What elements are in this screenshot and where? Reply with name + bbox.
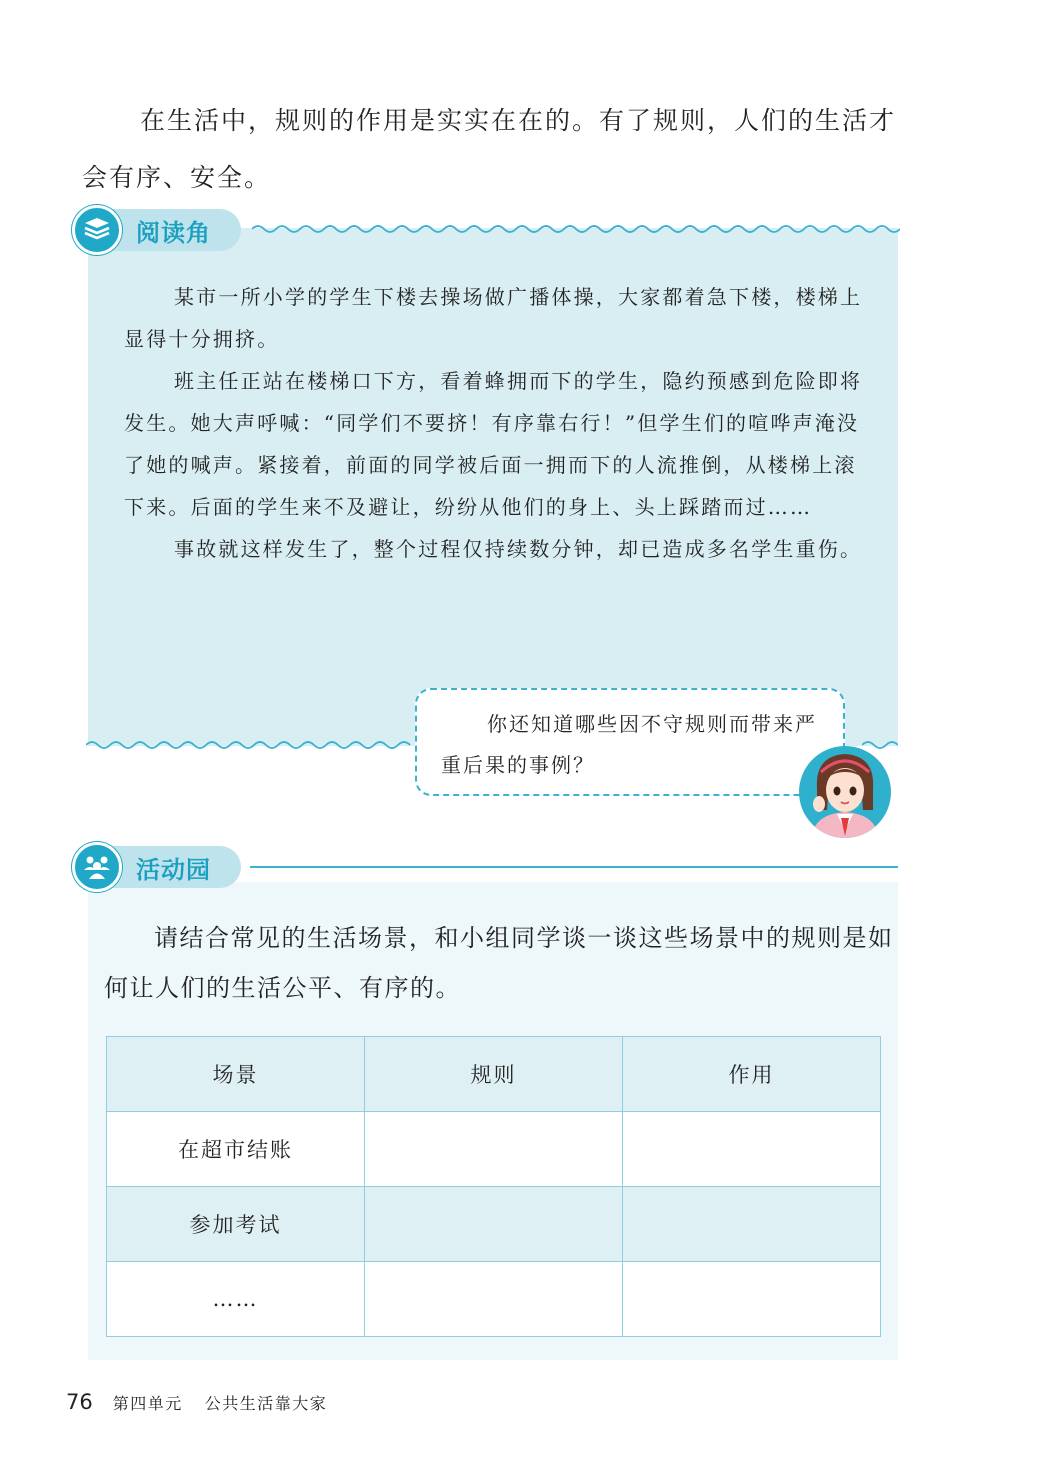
reading-story [124, 276, 864, 570]
story-paragraph: 班主任正站在楼梯口下方，看着蜂拥而下的学生，隐约预感到危险即将发生。她大声呼喊：“同学们不要挤！有序靠右行！”但学生们的喧哗声淹没了她的喊声。紧接着，前面的同学被后面一拥而下的人流推倒，从楼梯上滚下来。后面的学生来不及避让，纷纷从他们的身上、头上踩踏而过…… [124, 369, 863, 519]
column-header-scene: 场景 [107, 1037, 365, 1112]
activity-prompt: 请结合常见的生活场景，和小组同学谈一谈这些场景中的规则是如何让人们的生活公平、有序的。 [104, 924, 894, 1002]
table-row [107, 1262, 881, 1337]
group-people-icon [72, 842, 122, 892]
table-row [107, 1112, 881, 1187]
activity-title: 活动园 [106, 846, 241, 888]
question-bubble [415, 688, 845, 796]
page-footer [66, 1390, 327, 1414]
column-header-rule: 规则 [365, 1037, 623, 1112]
story-paragraph: 事故就这样发生了，整个过程仅持续数分钟，却已造成多名学生重伤。 [174, 537, 863, 561]
page-number: 76 [66, 1390, 93, 1414]
scene-rule-table [106, 1036, 881, 1337]
activity-header-line [250, 866, 898, 868]
table-header-row [107, 1037, 881, 1112]
bubble-question: 你还知道哪些因不守规则而带来严重后果的事例？ [441, 712, 817, 777]
reading-bottom-wave-left [86, 738, 416, 752]
table-cell-rule [365, 1262, 623, 1337]
reading-title: 阅读角 [106, 209, 241, 251]
column-header-effect: 作用 [623, 1037, 881, 1112]
table-cell-scene: 参加考试 [107, 1187, 365, 1262]
reading-top-wave [252, 222, 900, 236]
table-cell-scene: …… [107, 1262, 365, 1337]
footer-title: 公共生活靠大家 [204, 1394, 328, 1413]
story-paragraph: 某市一所小学的学生下楼去操场做广播体操，大家都着急下楼，楼梯上显得十分拥挤。 [124, 285, 863, 351]
table-cell-effect [623, 1262, 881, 1337]
table-row [107, 1187, 881, 1262]
table-cell-effect [623, 1112, 881, 1187]
table-cell-rule [365, 1112, 623, 1187]
girl-avatar [797, 744, 893, 840]
footer-unit: 第四单元 [112, 1394, 183, 1413]
table-cell-scene: 在超市结账 [107, 1112, 365, 1187]
table-cell-rule [365, 1187, 623, 1262]
intro-paragraph: 在生活中，规则的作用是实实在在的。有了规则，人们的生活才会有序、安全。 [82, 106, 897, 192]
activity-header [72, 842, 241, 892]
book-stack-icon [72, 205, 122, 255]
table-cell-effect [623, 1187, 881, 1262]
reading-header [72, 205, 241, 255]
